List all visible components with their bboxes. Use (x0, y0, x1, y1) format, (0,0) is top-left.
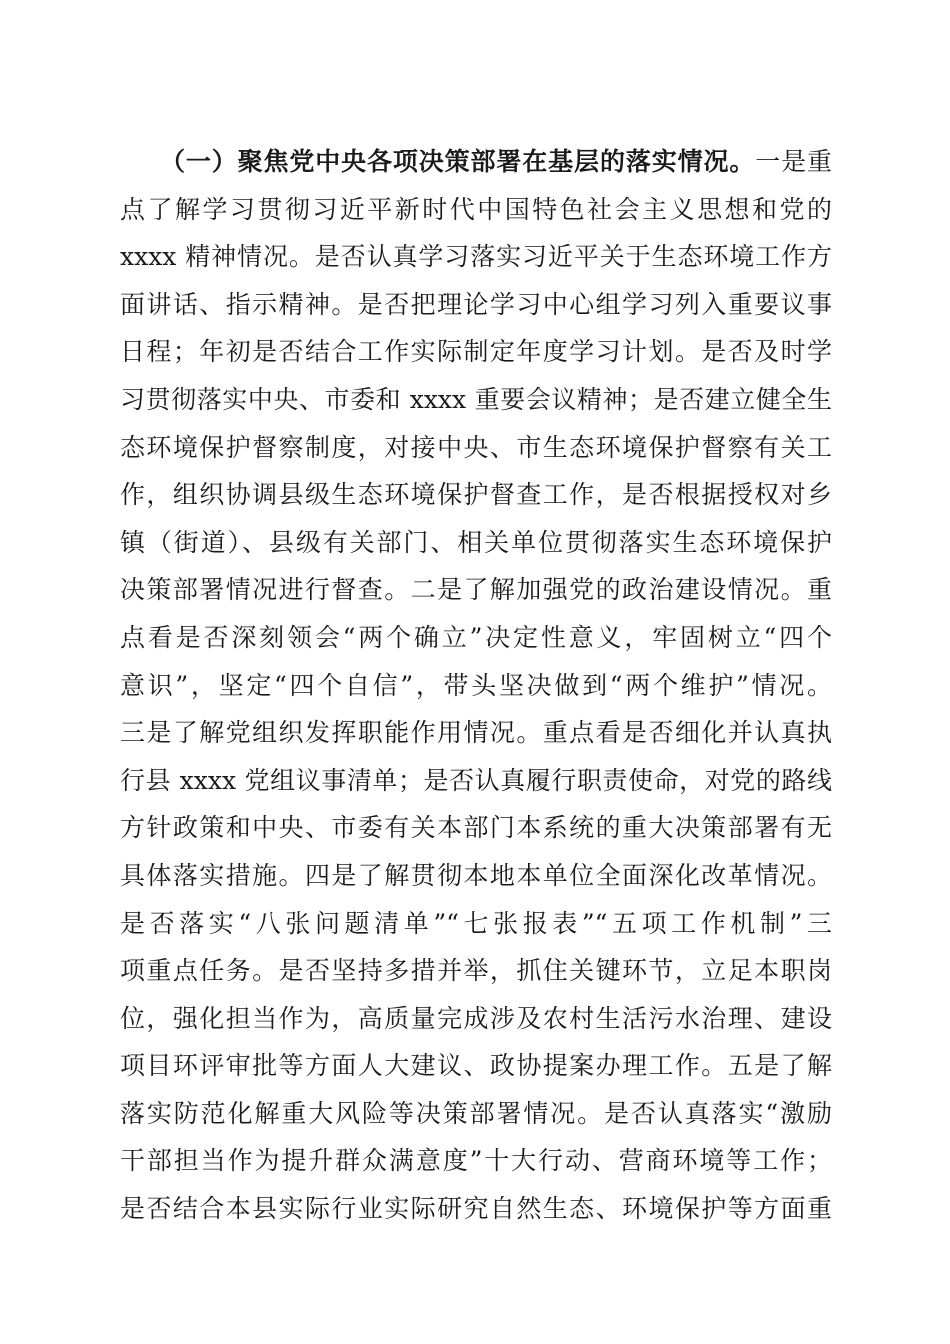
paragraph-line: 镇（街道）、县级有关部门、相关单位贯彻落实生态环境保护 (120, 527, 832, 557)
paragraph-line: 项目环评审批等方面人大建议、政协提案办理工作。五是了解 (120, 1051, 832, 1081)
paragraph-line: 面讲话、指示精神。是否把理论学习中心组学习列入重要议事 (120, 289, 832, 319)
paragraph-line: 习贯彻落实中央、市委和 xxxx 重要会议精神；是否建立健全生 (120, 384, 832, 414)
paragraph-line: 落实防范化解重大风险等决策部署情况。是否认真落实“激励 (120, 1098, 832, 1128)
paragraph-line: 干部担当作为提升群众满意度”十大行动、营商环境等工作； (120, 1146, 832, 1176)
paragraph-line: 是否结合本县实际行业实际研究自然生态、环境保护等方面重 (120, 1194, 832, 1224)
paragraph-line: 项重点任务。是否坚持多措并举，抓住关键环节，立足本职岗 (120, 956, 832, 986)
paragraph-line: 态环境保护督察制度，对接中央、市生态环境保护督察有关工 (120, 432, 832, 462)
section-heading: （一）聚焦党中央各项决策部署在基层的落实情况。 (160, 147, 756, 176)
body-paragraph (120, 138, 832, 1233)
paragraph-line: 三是了解党组织发挥职能作用情况。重点看是否细化并认真执 (120, 718, 832, 748)
paragraph-line: 具体落实措施。四是了解贯彻本地本单位全面深化改革情况。 (120, 860, 832, 890)
paragraph-line: 位，强化担当作为，高质量完成涉及农村生活污水治理、建设 (120, 1003, 832, 1033)
paragraph-line: 作，组织协调县级生态环境保护督查工作，是否根据授权对乡 (120, 480, 832, 510)
paragraph-line: 方针政策和中央、市委有关本部门本系统的重大决策部署有无 (120, 813, 832, 843)
paragraph-line: 是否落实“八张问题清单”“七张报表”“五项工作机制”三 (120, 908, 832, 938)
paragraph-line: 日程；年初是否结合工作实际制定年度学习计划。是否及时学 (120, 337, 832, 367)
paragraph-line: 行县 xxxx 党组议事清单；是否认真履行职责使命，对党的路线 (120, 765, 832, 795)
paragraph-line: 意识”，坚定“四个自信”，带头坚决做到“两个维护”情况。 (120, 670, 832, 700)
paragraph-line: 点了解学习贯彻习近平新时代中国特色社会主义思想和党的 (120, 194, 832, 224)
paragraph-line: xxxx 精神情况。是否认真学习落实习近平关于生态环境工作方 (120, 242, 832, 272)
paragraph-line: 决策部署情况进行督查。二是了解加强党的政治建设情况。重 (120, 575, 832, 605)
paragraph-line-1 (120, 138, 832, 186)
paragraph-line: 点看是否深刻领会“两个确立”决定性意义，牢固树立“四个 (120, 622, 832, 652)
paragraph-line-1-text: 一是重 (755, 147, 832, 176)
